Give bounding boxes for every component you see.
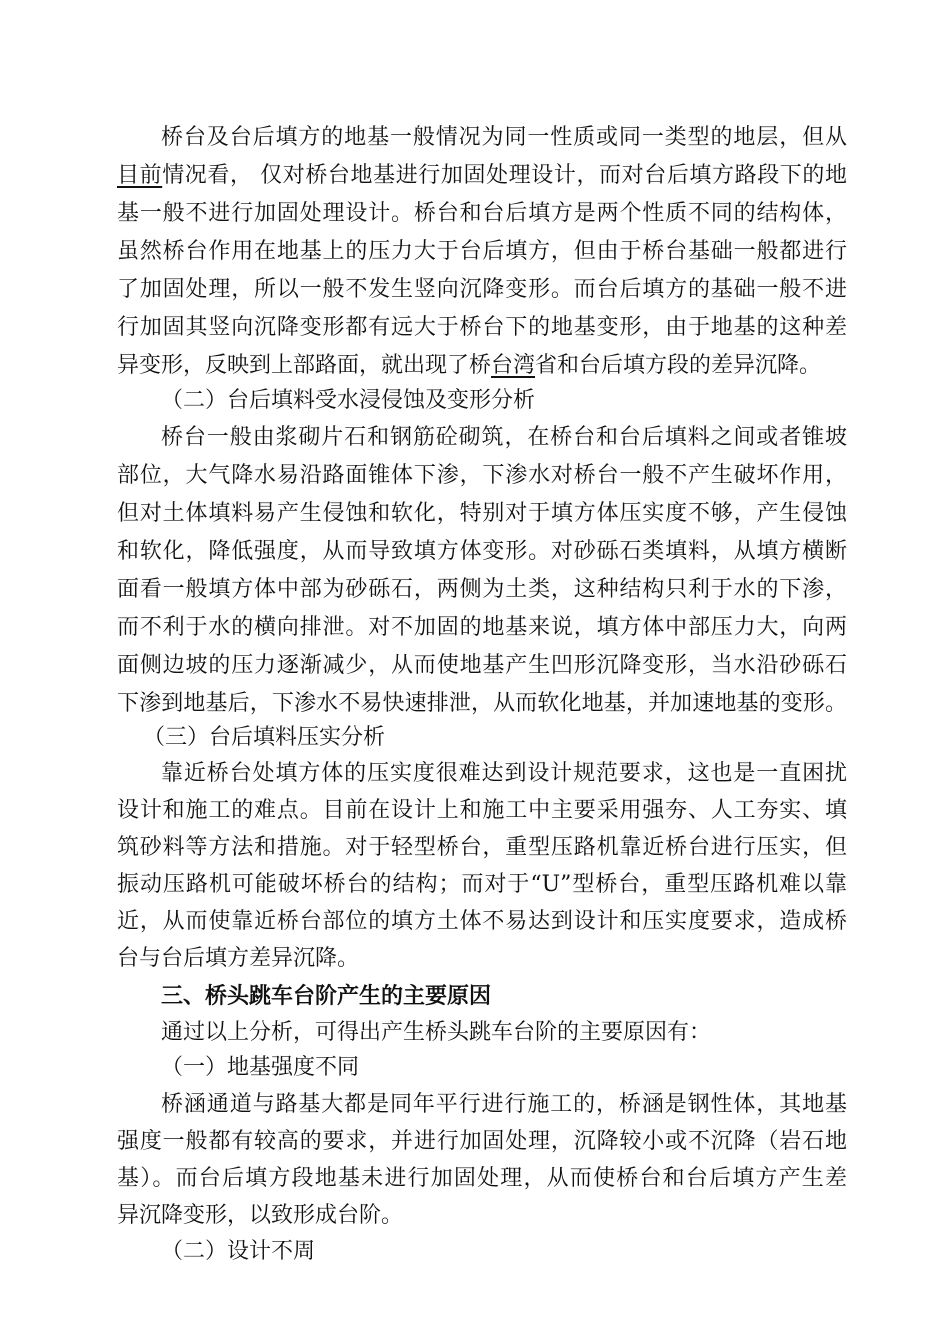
paragraph-3-line-3: 筑砂料等方法和措施。对于轻型桥台，重型压路机靠近桥台进行压实，但 [117,835,847,860]
paragraph-2-line-2: 部位，大气降水易沿路面锥体下渗，下渗水对桥台一般不产生破坏作用， [117,463,847,488]
paragraph-2-line-6: 而不利于水的横向排泄。对不加固的地基来说，填方体中部压力大，向两 [117,615,847,640]
paragraph-1-line-2-text: 情况看， 仅对桥台地基进行加固处理设计，而对台后填方路段下的地 [162,163,847,188]
paragraph-1-line-4: 虽然桥台作用在地基上的压力大于台后填方，但由于桥台基础一般都进行 [117,239,847,264]
paragraph-3-line-5: 近，从而使靠近桥台部位的填方土体不易达到设计和压实度要求，造成桥 [117,909,847,934]
paragraph-1-line-7-text-b: 省和台后填方段的差异沉降。 [535,353,822,378]
paragraph-1-line-5: 了加固处理，所以一般不发生竖向沉降变形。而台后填方的基础一般不进 [117,277,847,302]
paragraph-4-line-1: 桥涵通道与路基大都是同年平行进行施工的，桥涵是钢性体，其地基 [161,1092,847,1117]
paragraph-3-line-4: 振动压路机可能破坏桥台的结构；而对于“U”型桥台，重型压路机难以靠 [117,872,847,897]
paragraph-3-line-6: 台与台后填方差异沉降。 [117,946,360,971]
paragraph-4-line-3: 基）。而台后填方段地基未进行加固处理，从而使桥台和台后填方产生差 [117,1166,847,1191]
paragraph-3-line-1: 靠近桥台处填方体的压实度很难达到设计规范要求，这也是一直困扰 [161,761,847,786]
paragraph-4-line-4: 异沉降变形，以致形成台阶。 [117,1203,404,1228]
section-3-intro: 通过以上分析，可得出产生桥头跳车台阶的主要原因有： [161,1020,712,1045]
section-heading-2-3: （三）台后填料压实分析 [143,725,386,750]
paragraph-2-line-4: 和软化，降低强度，从而导致填方体变形。对砂砾石类填料，从填方横断 [117,539,847,564]
paragraph-2-line-3: 但对土体填料易产生侵蚀和软化，特别对于填方体压实度不够，产生侵蚀 [117,501,847,526]
paragraph-1-line-7 [117,348,847,384]
paragraph-2-line-1: 桥台一般由浆砌片石和钢筋砼砌筑，在桥台和台后填料之间或者锥坡 [161,425,847,450]
paragraph-4-line-2: 强度一般都有较高的要求，并进行加固处理，沉降较小或不沉降（岩石地 [117,1129,847,1154]
paragraph-1-line-3: 基一般不进行加固处理设计。桥台和台后填方是两个性质不同的结构体， [117,201,847,226]
paragraph-1-line-7-text-a: 异变形，反映到上部路面，就出现了桥 [117,353,492,378]
section-heading-3-2: （二）设计不周 [161,1239,316,1264]
section-heading-2-2: （二）台后填料受水浸侵蚀及变形分析 [161,388,536,413]
section-heading-3: 三、桥头跳车台阶产生的主要原因 [161,983,492,1009]
paragraph-2-line-5: 面看一般填方体中部为砂砾石，两侧为土类，这种结构只利于水的下渗， [117,577,847,602]
paragraph-1-line-1: 桥台及台后填方的地基一般情况为同一性质或同一类型的地层，但从 [161,125,847,150]
underlined-term: 台湾 [491,353,536,378]
paragraph-2-line-8: 下渗到地基后，下渗水不易快速排泄，从而软化地基，并加速地基的变形。 [117,691,847,716]
paragraph-1-line-2 [117,158,847,194]
paragraph-2-line-7: 面侧边坡的压力逐渐减少，从而使地基产生凹形沉降变形，当水沿砂砾石 [117,653,847,678]
underlined-term: 目前 [117,163,163,188]
paragraph-3-line-2: 设计和施工的难点。目前在设计上和施工中主要采用强夯、人工夯实、填 [117,798,847,823]
paragraph-1-line-6: 行加固其竖向沉降变形都有远大于桥台下的地基变形，由于地基的这种差 [117,315,847,340]
section-heading-3-1: （一）地基强度不同 [161,1055,360,1080]
